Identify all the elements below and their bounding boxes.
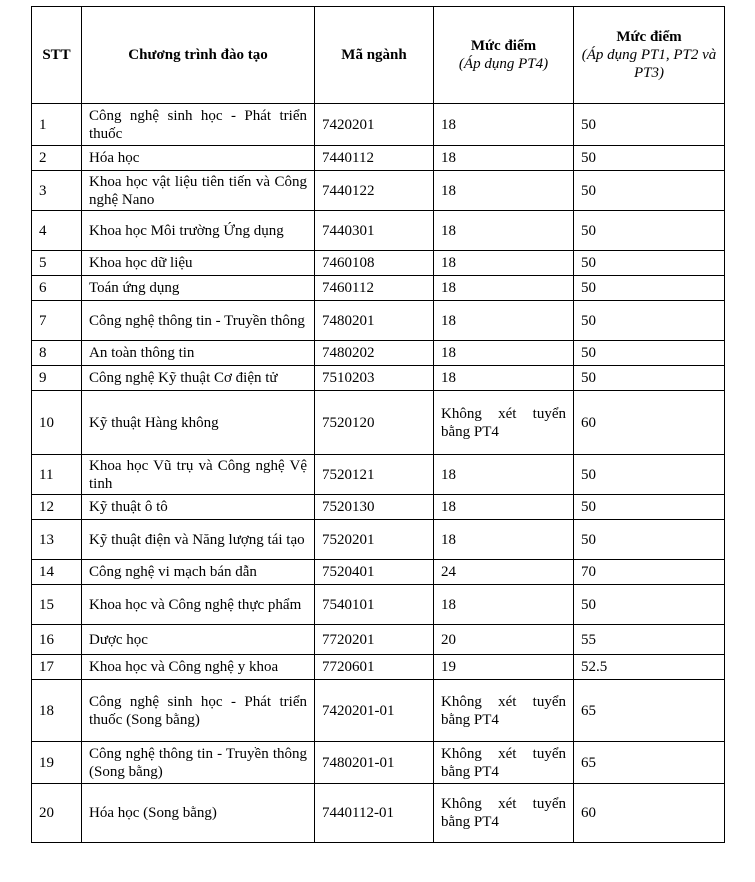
cell-code: 7440112 [315, 146, 434, 171]
header-row [32, 7, 725, 104]
cell-score-pt123: 50 [574, 276, 725, 301]
cell-score-pt123: 50 [574, 366, 725, 391]
cell-score-pt4: 20 [434, 625, 574, 655]
cell-score-pt123: 55 [574, 625, 725, 655]
cell-stt: 16 [32, 625, 82, 655]
cell-program: Dược học [82, 625, 315, 655]
cell-program: Khoa học và Công nghệ y khoa [82, 655, 315, 680]
cell-program: Công nghệ sinh học - Phát triển thuốc [82, 104, 315, 146]
cell-program: Kỹ thuật ô tô [82, 495, 315, 520]
header-score-pt4-title: Mức điểm [470, 38, 537, 54]
cell-code: 7720601 [315, 655, 434, 680]
cell-code: 7480202 [315, 341, 434, 366]
cell-stt: 12 [32, 495, 82, 520]
cell-score-pt4: 24 [434, 560, 574, 585]
cell-code: 7420201 [315, 104, 434, 146]
table-row [32, 625, 725, 655]
table-row [32, 301, 725, 341]
cell-program: Hóa học [82, 146, 315, 171]
cell-score-pt123: 65 [574, 742, 725, 784]
header-code: Mã ngành [315, 7, 434, 104]
cell-score-pt4: 18 [434, 104, 574, 146]
cell-program: Công nghệ thông tin - Truyền thông (Song bằng) [82, 742, 315, 784]
table-row [32, 146, 725, 171]
cell-score-pt4: 18 [434, 251, 574, 276]
cell-score-pt4: 18 [434, 301, 574, 341]
cell-stt: 3 [32, 171, 82, 211]
cell-score-pt4: Không xét tuyển bằng PT4 [434, 784, 574, 843]
cell-score-pt4: 18 [434, 495, 574, 520]
cell-code: 7510203 [315, 366, 434, 391]
cell-score-pt123: 50 [574, 455, 725, 495]
table-row [32, 742, 725, 784]
cell-score-pt123: 50 [574, 495, 725, 520]
cell-stt: 9 [32, 366, 82, 391]
table-row [32, 455, 725, 495]
cell-score-pt123: 50 [574, 211, 725, 251]
cell-stt: 10 [32, 391, 82, 455]
table-row [32, 276, 725, 301]
cell-code: 7720201 [315, 625, 434, 655]
cell-program: Khoa học dữ liệu [82, 251, 315, 276]
cell-score-pt123: 50 [574, 146, 725, 171]
cell-score-pt123: 70 [574, 560, 725, 585]
cell-score-pt123: 50 [574, 251, 725, 276]
table-row [32, 655, 725, 680]
cell-score-pt123: 65 [574, 680, 725, 742]
cell-score-pt123: 50 [574, 585, 725, 625]
header-score-pt123-sub: (Áp dụng PT1, PT2 và PT3) [581, 47, 717, 81]
table-row [32, 784, 725, 843]
cell-program: Kỹ thuật điện và Năng lượng tái tạo [82, 520, 315, 560]
cell-code: 7440301 [315, 211, 434, 251]
cell-program: Hóa học (Song bằng) [82, 784, 315, 843]
cell-score-pt4: 18 [434, 146, 574, 171]
cell-score-pt4: 18 [434, 171, 574, 211]
cell-program: Kỹ thuật Hàng không [82, 391, 315, 455]
cell-code: 7440122 [315, 171, 434, 211]
cell-score-pt123: 50 [574, 341, 725, 366]
cell-stt: 6 [32, 276, 82, 301]
cell-score-pt4: 18 [434, 520, 574, 560]
cell-program: Khoa học vật liệu tiên tiến và Công nghệ Nano [82, 171, 315, 211]
cell-stt: 2 [32, 146, 82, 171]
cell-code: 7440112-01 [315, 784, 434, 843]
cell-program: Công nghệ thông tin - Truyền thông [82, 301, 315, 341]
cell-code: 7520130 [315, 495, 434, 520]
cell-score-pt123: 50 [574, 171, 725, 211]
table-row [32, 341, 725, 366]
cell-score-pt123: 60 [574, 784, 725, 843]
table-row [32, 391, 725, 455]
cell-stt: 11 [32, 455, 82, 495]
cell-stt: 4 [32, 211, 82, 251]
cell-score-pt123: 50 [574, 104, 725, 146]
cell-program: Công nghệ vi mạch bán dẫn [82, 560, 315, 585]
cell-code: 7520120 [315, 391, 434, 455]
cell-code: 7480201 [315, 301, 434, 341]
cell-score-pt123: 60 [574, 391, 725, 455]
cell-stt: 14 [32, 560, 82, 585]
table-row [32, 171, 725, 211]
cell-score-pt4: 18 [434, 276, 574, 301]
table-row [32, 560, 725, 585]
header-score-pt123 [574, 7, 725, 104]
cell-score-pt4: 18 [434, 585, 574, 625]
cell-program: Công nghệ sinh học - Phát triển thuốc (Song bằng) [82, 680, 315, 742]
cell-stt: 7 [32, 301, 82, 341]
cell-program: Khoa học Vũ trụ và Công nghệ Vệ tinh [82, 455, 315, 495]
cell-score-pt4: 18 [434, 211, 574, 251]
table-row [32, 585, 725, 625]
cell-stt: 1 [32, 104, 82, 146]
cell-program: Khoa học Môi trường Ứng dụng [82, 211, 315, 251]
cell-stt: 15 [32, 585, 82, 625]
cell-score-pt123: 50 [574, 301, 725, 341]
header-stt: STT [32, 7, 82, 104]
table-row [32, 251, 725, 276]
cell-code: 7520121 [315, 455, 434, 495]
cell-stt: 19 [32, 742, 82, 784]
cell-score-pt123: 52.5 [574, 655, 725, 680]
cell-stt: 13 [32, 520, 82, 560]
header-program: Chương trình đào tạo [82, 7, 315, 104]
table-row [32, 366, 725, 391]
cell-score-pt4: Không xét tuyển bằng PT4 [434, 742, 574, 784]
cell-stt: 5 [32, 251, 82, 276]
table-row [32, 520, 725, 560]
cell-code: 7460108 [315, 251, 434, 276]
cell-stt: 17 [32, 655, 82, 680]
table-row [32, 495, 725, 520]
cell-code: 7480201-01 [315, 742, 434, 784]
cell-code: 7520201 [315, 520, 434, 560]
cell-score-pt4: Không xét tuyển bằng PT4 [434, 391, 574, 455]
cell-stt: 20 [32, 784, 82, 843]
cell-stt: 8 [32, 341, 82, 366]
cell-code: 7540101 [315, 585, 434, 625]
cell-program: Công nghệ Kỹ thuật Cơ điện tử [82, 366, 315, 391]
cell-code: 7460112 [315, 276, 434, 301]
cell-score-pt4: 18 [434, 341, 574, 366]
cell-score-pt4: 18 [434, 366, 574, 391]
cell-program: An toàn thông tin [82, 341, 315, 366]
cell-program: Khoa học và Công nghệ thực phẩm [82, 585, 315, 625]
admission-score-table [31, 6, 725, 843]
cell-score-pt4: 18 [434, 455, 574, 495]
table-row [32, 104, 725, 146]
cell-score-pt123: 50 [574, 520, 725, 560]
table-row [32, 680, 725, 742]
header-score-pt4-sub: (Áp dụng PT4) [458, 56, 549, 72]
header-score-pt123-title: Mức điểm [616, 29, 682, 45]
cell-score-pt4: Không xét tuyển bằng PT4 [434, 680, 574, 742]
cell-program: Toán ứng dụng [82, 276, 315, 301]
header-score-pt4 [434, 7, 574, 104]
cell-stt: 18 [32, 680, 82, 742]
table-row [32, 211, 725, 251]
cell-score-pt4: 19 [434, 655, 574, 680]
cell-code: 7520401 [315, 560, 434, 585]
cell-code: 7420201-01 [315, 680, 434, 742]
